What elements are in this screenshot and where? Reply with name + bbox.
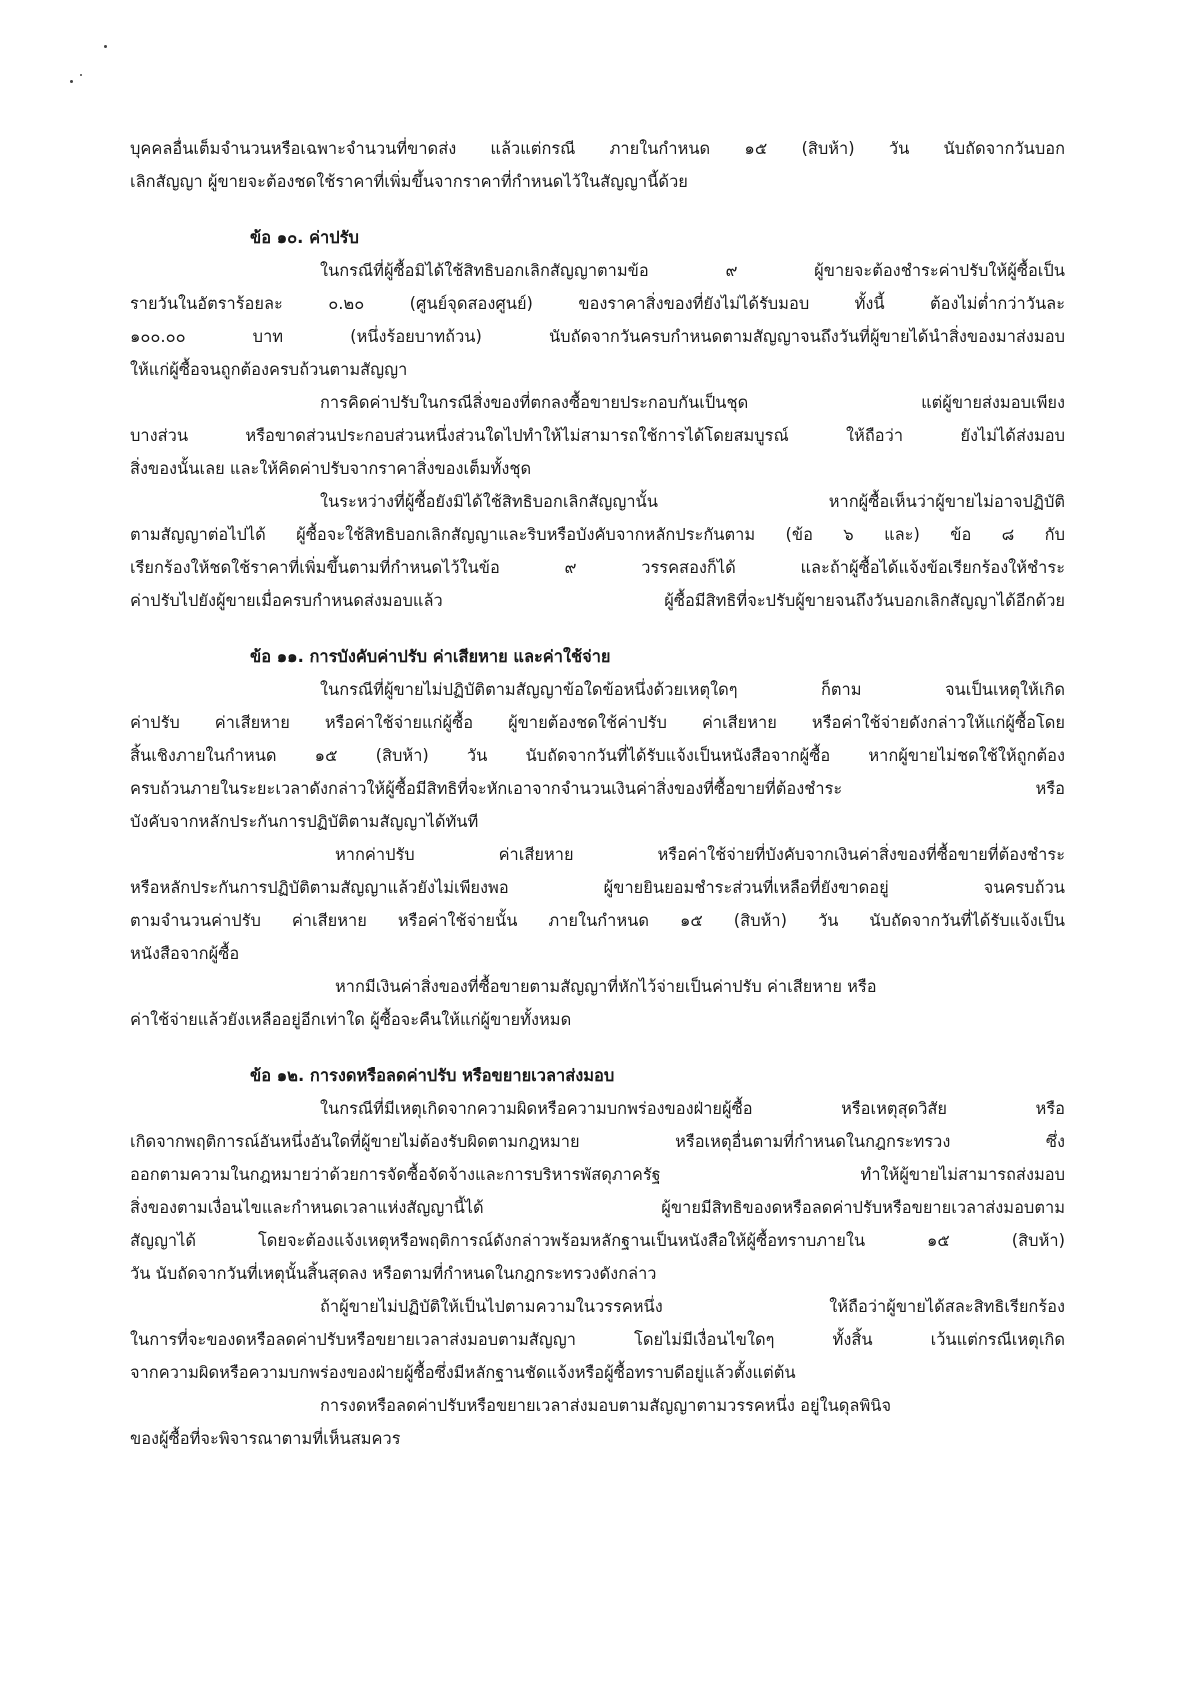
clause-11: [130, 640, 1065, 1036]
scan-speck: [104, 45, 107, 48]
paragraph: [130, 1389, 1065, 1455]
text-line: หากค่าปรับ ค่าเสียหาย หรือค่าใช้จ่ายที่บังคับจากเงินค่าสิ่งของที่ซื้อขายที่ต้องชำระ: [335, 845, 1065, 864]
text-line: ๑๐๐.๐๐ บาท (หนึ่งร้อยบาทถ้วน) นับถัดจากวันครบกำหนดตามสัญญาจนถึงวันที่ผู้ขายได้นำสิ่งของมาส่งมอบ: [130, 327, 1065, 346]
text-line: บางส่วน หรือขาดส่วนประกอบส่วนหนึ่งส่วนใดไปทำให้ไม่สามารถใช้การได้โดยสมบูรณ์ ให้ถือว่า ยังไม่ได้ส่งมอบ: [130, 426, 1065, 445]
text-line: บังคับจากหลักประกันการปฏิบัติตามสัญญาได้ทันที: [130, 812, 479, 831]
paragraph: [130, 485, 1065, 617]
text-line: การคิดค่าปรับในกรณีสิ่งของที่ตกลงซื้อขายประกอบกันเป็นชุด แต่ผู้ขายส่งมอบเพียง: [320, 393, 1065, 412]
text-line: จากความผิดหรือความบกพร่องของฝ่ายผู้ซื้อซึ่งมีหลักฐานชัดแจ้งหรือผู้ซื้อทราบดีอยู่แล้วตั้งแต่ต้น: [130, 1363, 796, 1382]
text-line: ตามสัญญาต่อไปได้ ผู้ซื้อจะใช้สิทธิบอกเลิกสัญญาและริบหรือบังคับจากหลักประกันตาม (ข้อ ๖ และ) ข้อ ๘ กับ: [130, 525, 1065, 544]
text-line: เกิดจากพฤติการณ์อันหนึ่งอันใดที่ผู้ขายไม่ต้องรับผิดตามกฎหมาย หรือเหตุอื่นตามที่กำหนดในกฎกระทรวง ซึ่ง: [130, 1132, 1065, 1151]
clause-10: [130, 221, 1065, 617]
clause-heading: ข้อ ๑๐. ค่าปรับ: [250, 228, 359, 247]
text-line: วัน นับถัดจากวันที่เหตุนั้นสิ้นสุดลง หรือตามที่กำหนดในกฎกระทรวงดังกล่าว: [130, 1264, 657, 1283]
text-line: ในการที่จะของดหรือลดค่าปรับหรือขยายเวลาส่งมอบตามสัญญา โดยไม่มีเงื่อนไขใดๆ ทั้งสิ้น เว้นแต่กรณีเหตุเกิด: [130, 1330, 1065, 1349]
text-line: สัญญาได้ โดยจะต้องแจ้งเหตุหรือพฤติการณ์ดังกล่าวพร้อมหลักฐานเป็นหนังสือให้ผู้ซื้อทราบภายใน ๑๕ (สิบห้า): [130, 1231, 1065, 1250]
text-line: ค่าปรับ ค่าเสียหาย หรือค่าใช้จ่ายแก่ผู้ซื้อ ผู้ขายต้องชดใช้ค่าปรับ ค่าเสียหาย หรือค่าใช้จ่ายดังกล่าวให้แก่ผู้ซื้อโดย: [130, 713, 1065, 732]
paragraph: [130, 254, 1065, 386]
text-line: ถ้าผู้ขายไม่ปฏิบัติให้เป็นไปตามความในวรรคหนึ่ง ให้ถือว่าผู้ขายได้สละสิทธิเรียกร้อง: [320, 1297, 1065, 1316]
scan-speck: [80, 74, 82, 76]
text-line: ในกรณีที่ผู้ขายไม่ปฏิบัติตามสัญญาข้อใดข้อหนึ่งด้วยเหตุใดๆ ก็ตาม จนเป็นเหตุให้เกิด: [320, 680, 1065, 699]
text-line: ครบถ้วนภายในระยะเวลาดังกล่าวให้ผู้ซื้อมีสิทธิที่จะหักเอาจากจำนวนเงินค่าสิ่งของที่ซื้อขายที่ต้องชำระ หรือ: [130, 779, 1065, 798]
text-line: หากมีเงินค่าสิ่งของที่ซื้อขายตามสัญญาที่หักไว้จ่ายเป็นค่าปรับ ค่าเสียหาย หรือ: [335, 977, 877, 996]
clause-12: [130, 1059, 1065, 1455]
text-line: ในกรณีที่มีเหตุเกิดจากความผิดหรือความบกพร่องของฝ่ายผู้ซื้อ หรือเหตุสุดวิสัย หรือ: [320, 1099, 1065, 1118]
text-line: บุคคลอื่นเต็มจำนวนหรือเฉพาะจำนวนที่ขาดส่ง แล้วแต่กรณี ภายในกำหนด ๑๕ (สิบห้า) วัน นับถัดจากวันบอก: [130, 139, 1065, 158]
text-line: หรือหลักประกันการปฏิบัติตามสัญญาแล้วยังไม่เพียงพอ ผู้ขายยินยอมชำระส่วนที่เหลือที่ยังขาดอยู่ จนครบถ้วน: [130, 878, 1065, 897]
text-line: ในระหว่างที่ผู้ซื้อยังมิได้ใช้สิทธิบอกเลิกสัญญานั้น หากผู้ซื้อเห็นว่าผู้ขายไม่อาจปฏิบัติ: [320, 492, 1065, 511]
text-line: การงดหรือลดค่าปรับหรือขยายเวลาส่งมอบตามสัญญาตามวรรคหนึ่ง อยู่ในดุลพินิจ: [320, 1396, 892, 1415]
clause-heading: ข้อ ๑๒. การงดหรือลดค่าปรับ หรือขยายเวลาส่งมอบ: [250, 1066, 615, 1085]
text-line: ค่าปรับไปยังผู้ขายเมื่อครบกำหนดส่งมอบแล้ว ผู้ซื้อมีสิทธิที่จะปรับผู้ขายจนถึงวันบอกเลิกสัญญาได้อีกด้วย: [130, 591, 1065, 610]
clause-9-continuation: [130, 132, 1065, 198]
paragraph: [130, 673, 1065, 838]
text-line: สิ้นเชิงภายในกำหนด ๑๕ (สิบห้า) วัน นับถัดจากวันที่ได้รับแจ้งเป็นหนังสือจากผู้ซื้อ หากผู้ขายไม่ชดใช้ให้ถูกต้อง: [130, 746, 1065, 765]
text-line: ออกตามความในกฎหมายว่าด้วยการจัดซื้อจัดจ้างและการบริหารพัสดุภาครัฐ ทำให้ผู้ขายไม่สามารถส่งมอบ: [130, 1165, 1065, 1184]
text-line: ให้แก่ผู้ซื้อจนถูกต้องครบถ้วนตามสัญญา: [130, 360, 408, 379]
paragraph: [130, 838, 1065, 970]
text-line: ตามจำนวนค่าปรับ ค่าเสียหาย หรือค่าใช้จ่ายนั้น ภายในกำหนด ๑๕ (สิบห้า) วัน นับถัดจากวันที่ได้รับแจ้งเป็น: [130, 911, 1065, 930]
text-line: ของผู้ซื้อที่จะพิจารณาตามที่เห็นสมควร: [130, 1429, 401, 1448]
paragraph: [130, 386, 1065, 485]
document-body: [130, 132, 1065, 1455]
text-line: หนังสือจากผู้ซื้อ: [130, 944, 240, 963]
paragraph: [130, 1092, 1065, 1290]
text-line: สิ่งของตามเงื่อนไขและกำหนดเวลาแห่งสัญญานี้ได้ ผู้ขายมีสิทธิของดหรือลดค่าปรับหรือขยายเวลาส่งมอบตาม: [130, 1198, 1065, 1217]
clause-heading: ข้อ ๑๑. การบังคับค่าปรับ ค่าเสียหาย และค่าใช้จ่าย: [250, 647, 611, 666]
paragraph: [130, 970, 1065, 1036]
text-line: เลิกสัญญา ผู้ขายจะต้องชดใช้ราคาที่เพิ่มขึ้นจากราคาที่กำหนดไว้ในสัญญานี้ด้วย: [130, 172, 688, 191]
text-line: เรียกร้องให้ชดใช้ราคาที่เพิ่มขึ้นตามที่กำหนดไว้ในข้อ ๙ วรรคสองก็ได้ และถ้าผู้ซื้อได้แจ้งข้อเรียกร้องให้ชำระ: [130, 558, 1065, 577]
paragraph: [130, 1290, 1065, 1389]
text-line: รายวันในอัตราร้อยละ ๐.๒๐ (ศูนย์จุดสองศูนย์) ของราคาสิ่งของที่ยังไม่ได้รับมอบ ทั้งนี้ ต้องไม่ต่ำกว่าวันละ: [130, 294, 1065, 313]
text-line: ในกรณีที่ผู้ซื้อมิได้ใช้สิทธิบอกเลิกสัญญาตามข้อ ๙ ผู้ขายจะต้องชำระค่าปรับให้ผู้ซื้อเป็น: [320, 261, 1065, 280]
text-line: สิ่งของนั้นเลย และให้คิดค่าปรับจากราคาสิ่งของเต็มทั้งชุด: [130, 459, 532, 478]
text-line: ค่าใช้จ่ายแล้วยังเหลืออยู่อีกเท่าใด ผู้ซื้อจะคืนให้แก่ผู้ขายทั้งหมด: [130, 1010, 572, 1029]
scan-speck: [70, 80, 73, 83]
